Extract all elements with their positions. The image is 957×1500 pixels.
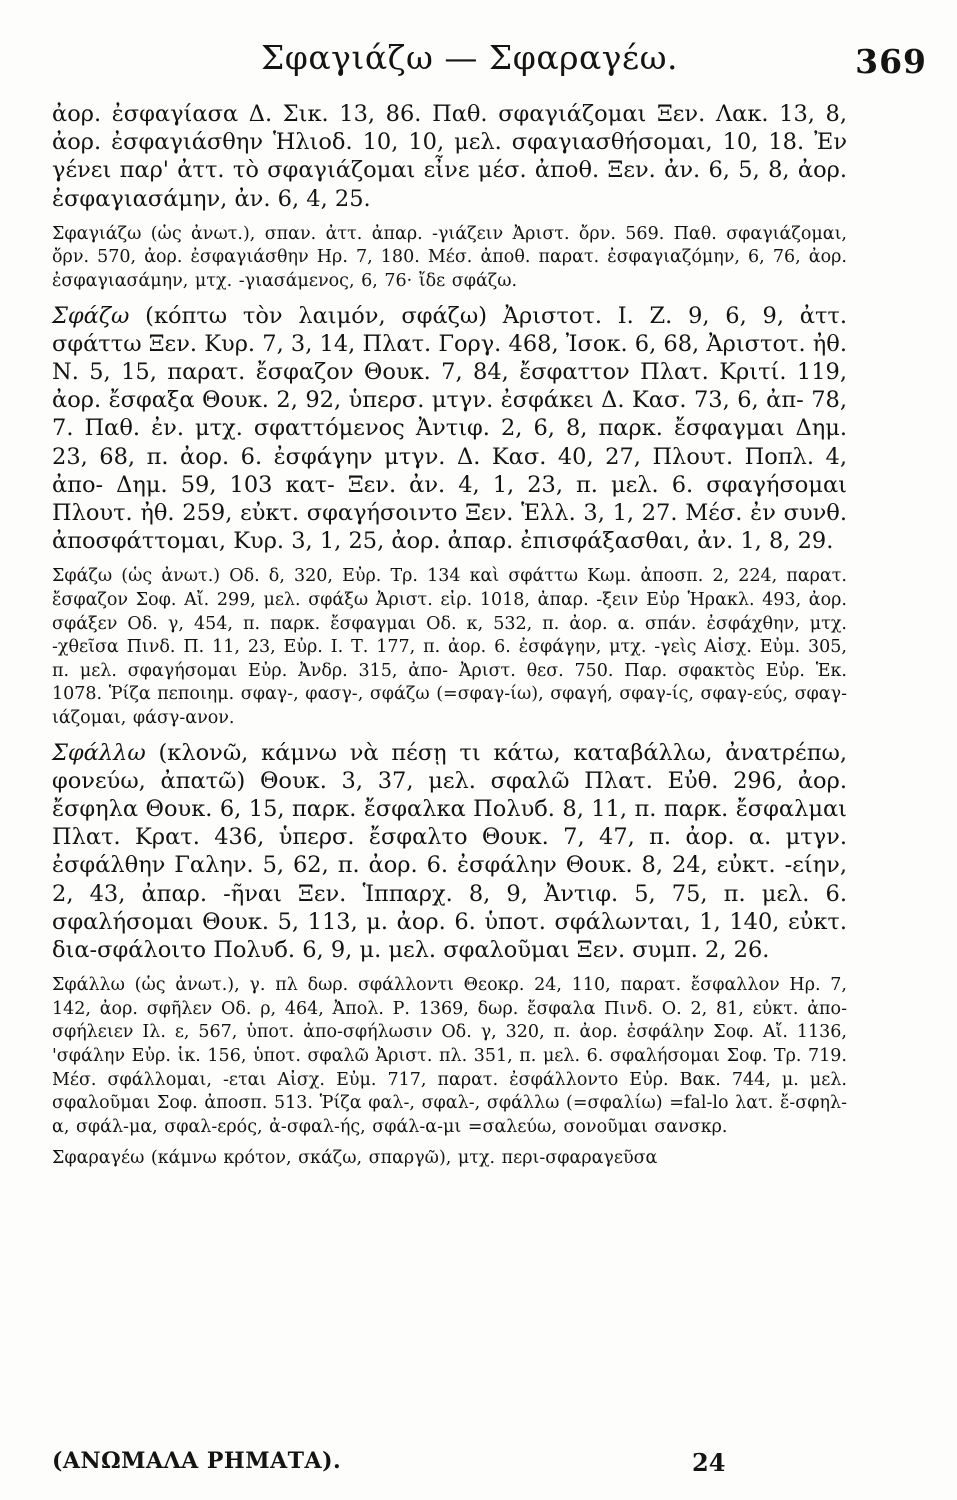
entry-text: Σφάλλω (ὡς ἀνωτ.), γ. πλ δωρ. σφάλλοντι Θεοκρ. 24, 110, παρατ. ἔσφαλλον Ηρ. 7, 142, ἀορ. σφῆλεν Οδ. ρ, 464, Ἀπολ. Ρ. 1369, δωρ. ἔσφαλα Πινδ. Ο. 2, 81, εὐκτ. ἀπο-σφήλειεν Ιλ. ε, 567, ὑποτ. ἀπο-σφήλωσιν Οδ. γ, 320, π. ἀορ. ἐσφάλην Σοφ. Αἴ. 1136, 'σφάλην Εὐρ. ἱκ. 156, ὑποτ. σφαλῶ Ἀριστ. πλ. 351, π. μελ. 6. σφαλήσομαι Σοφ. Τρ. 719. Μέσ. σφάλλομαι, -εται Αἰσχ. Εὐμ. 717, παρατ. ἐσφάλλοντο Εὐρ. Βακ. 744, μ. μελ. σφαλοῦμαι Σοφ. ἀποσπ. 513. Ῥίζα φαλ-, σφαλ-, σφάλλω (=σφαλίω) =fal-lo λατ. ἔ-σφηλ-α, σφάλ-μα, σφαλ-ερός, ἀ-σφαλ-ής, σφάλ-α-μι =σαλεύω, σονοῦμαι σανσκρ.: [52, 975, 847, 1137]
entry-sfazo: [52, 302, 847, 556]
entry-headword: Σφάλλω: [52, 739, 146, 766]
footer-section-title: (ΑΝΩΜΑΛΑ ΡΗΜΑΤΑ).: [52, 1448, 342, 1474]
entry-text: Σφάζω (ὡς ἀνωτ.) Οδ. δ, 320, Εὐρ. Τρ. 134 καὶ σφάττω Κωμ. ἀποσπ. 2, 224, παρατ. ἔσφαζον Σοφ. Αἴ. 299, μελ. σφάξω Ἀριστ. εἰρ. 1018, ἀπαρ. -ξειν Εὐρ Ἡρακλ. 493, ἀορ. σφάξεν Οδ. γ, 454, π. παρκ. ἔσφαγμαι Οδ. κ, 532, π. ἀορ. α. σπάν. ἐσφάχθην, μτχ. -χθεῖσα Πινδ. Π. 11, 23, Εὐρ. Ι. Τ. 177, π. ἀορ. 6. ἐσφάγην, μτχ. -γεὶς Αἰσχ. Εὐμ. 305, π. μελ. σφαγήσομαι Εὐρ. Ἀνδρ. 315, ἀπο- Ἀριστ. θεσ. 750. Παρ. σφακτὸς Εὐρ. Ἑκ. 1078. Ῥίζα πεποιημ. σφαγ-, φασγ-, σφάζω (=σφαγ-ίω), σφαγή, σφαγ-ίς, σφαγ-εύς, σφαγ-ιάζομαι, φάσγ-ανον.: [52, 566, 847, 728]
entry-sfallo-poetic: [52, 974, 847, 1139]
page-number: 369: [855, 42, 927, 81]
entry-sfagiazo-poetic: [52, 223, 847, 294]
entry-text: (κόπτω τὸν λαιμόν, σφάζω) Ἀριστοτ. Ι. Ζ. 9, 6, 9, ἀττ. σφάττω Ξεν. Κυρ. 7, 3, 14, Πλατ. Γοργ. 468, Ἰσοκ. 6, 68, Ἀριστοτ. ἠθ. Ν. 5, 15, παρατ. ἔσφαζον Θουκ. 7, 84, ἔσφαττον Πλατ. Κριτί. 119, ἀορ. ἔσφαξα Θουκ. 2, 92, ὑπερσ. μτγν. ἐσφάκει Δ. Κασ. 73, 6, ἀπ- 78, 7. Παθ. ἐν. μτχ. σφαττόμενος Ἀντιφ. 2, 6, 8, παρκ. ἔσφαγμαι Δημ. 23, 68, π. ἀορ. 6. ἐσφάγην μτγν. Δ. Κασ. 40, 27, Πλουτ. Ποπλ. 4, ἀπο- Δημ. 59, 103 κατ- Ξεν. ἀν. 4, 1, 23, π. μελ. 6. σφαγήσομαι Πλουτ. ἠθ. 259, εὐκτ. σφαγήσοιντο Ξεν. Ἑλλ. 3, 1, 27. Μέσ. ἐν συνθ. ἀποσφάττομαι, Κυρ. 3, 1, 25, ἀορ. ἀπαρ. ἐπισφάξασθαι, ἀν. 1, 8, 29.: [52, 302, 847, 555]
entry-sfagiazo-continuation: [52, 100, 847, 213]
signature-mark: 24: [692, 1448, 726, 1477]
entry-text: Σφαγιάζω (ὡς ἀνωτ.), σπαν. ἀττ. ἀπαρ. -γιάζειν Ἀριστ. ὄρν. 569. Παθ. σφαγιάζομαι, ὄρν. 570, ἀορ. ἐσφαγιάσθην Ηρ. 7, 180. Μέσ. ἀποθ. παρατ. ἐσφαγιαζόμην, 6, 76, ἀορ. ἐσφαγιασάμην, μτχ. -γιασάμενος, 6, 76· ἴδε σφάζω.: [52, 223, 847, 291]
page-footer: [52, 1448, 847, 1480]
entry-text: (κλονῶ, κάμνω νὰ πέσῃ τι κάτω, καταβάλλω, ἀνατρέπω, φονεύω, ἀπατῶ) Θουκ. 3, 37, μελ. σφαλῶ Πλατ. Εὐθ. 296, ἀορ. ἔσφηλα Θουκ. 6, 15, παρκ. ἔσφαλκα Πολυб. 8, 11, π. παρκ. ἔσφαλμαι Πλατ. Κρατ. 436, ὑπερσ. ἔσφαλτο Θουκ. 7, 47, π. ἀορ. α. μτγν. ἐσφάλθην Γαλην. 5, 62, π. ἀορ. 6. ἐσφάλην Θουκ. 8, 24, εὐκτ. -είην, 2, 43, ἀπαρ. -ῆναι Ξεν. Ἱππαρχ. 8, 9, Ἀντιφ. 5, 75, π. μελ. 6. σφαλήσομαι Θουκ. 5, 113, μ. ἀορ. 6. ὑποτ. σφάλωνται, 1, 140, εὐκτ. δια-σφάλοιτο Πολυб. 6, 9, μ. μελ. σφαλοῦμαι Ξεν. συμπ. 2, 26.: [52, 739, 847, 963]
running-head: [52, 38, 927, 98]
body-text: [52, 100, 847, 1171]
entry-text: ἀορ. ἐσφαγίασα Δ. Σικ. 13, 86. Παθ. σφαγιάζομαι Ξεν. Λακ. 13, 8, ἀορ. ἐσφαγιάσθην Ἡλιοδ. 10, 10, μελ. σφαγιασθήσομαι, 10, 18. Ἐν γένει παρ' ἀττ. τὸ σφαγιάζομαι εἶνε μέσ. ἀποθ. Ξεν. ἀν. 6, 5, 8, ἀορ. ἐσφαγιασάμην, ἀν. 6, 4, 25.: [52, 101, 847, 212]
entry-text: Σφαραγέω (κάμνω κρότον, σκάζω, σπαργῶ), μτχ. περι-σφαραγεῦσα: [52, 1148, 658, 1169]
entry-sfallo: [52, 739, 847, 965]
entry-sfarageo: [52, 1147, 847, 1171]
page-title: Σφαγιάζω — Σφαραγέω.: [260, 38, 679, 77]
entry-headword: Σφάζω: [52, 302, 130, 329]
entry-sfazo-poetic: [52, 565, 847, 730]
